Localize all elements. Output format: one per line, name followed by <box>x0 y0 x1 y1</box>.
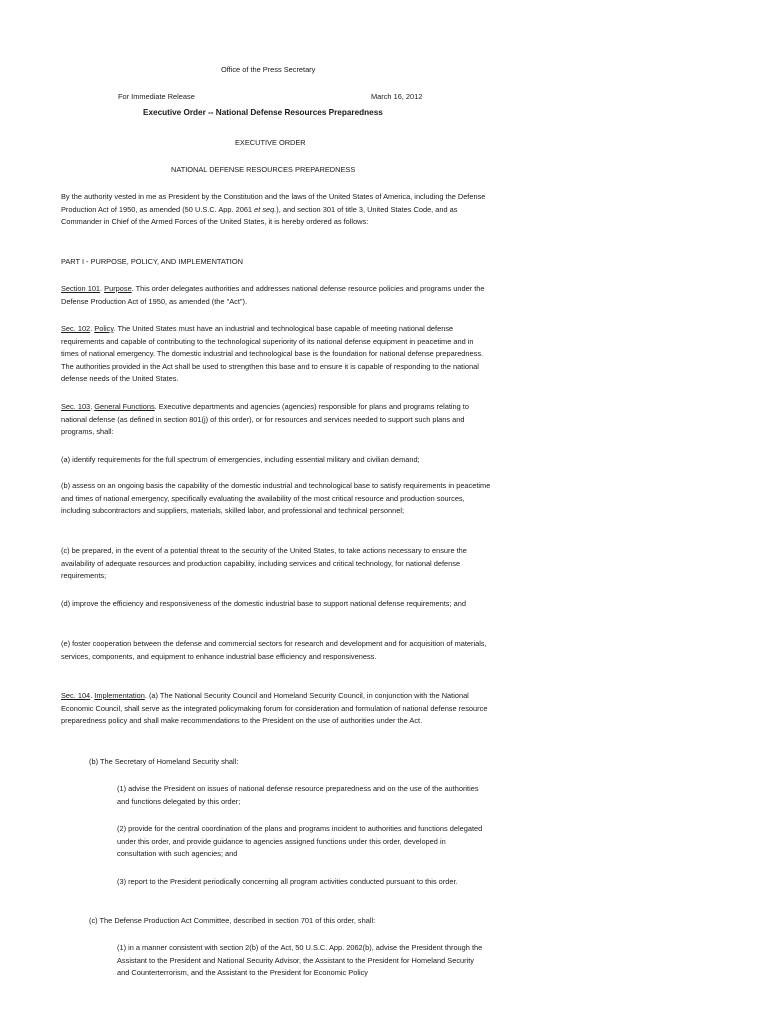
eo-heading: EXECUTIVE ORDER <box>235 138 306 147</box>
section-101: Section 101. Purpose. This order delegates authorities and addresses national defense resource policies and programs under the Defense Production Act of 1950, as amended (the "Act"). <box>61 284 485 306</box>
release-line: For Immediate Release <box>118 92 195 101</box>
part1-heading: PART I - PURPOSE, POLICY, AND IMPLEMENTATION <box>61 257 243 266</box>
sec103-item-a: (a) identify requirements for the full spectrum of emergencies, including essential military and civilian demand; <box>61 455 420 464</box>
sec103-item-e: (e) foster cooperation between the defense and commercial sectors for research and development and for acquisition of materials, services, components, and equipment to enhance industrial base efficiency and responsiveness. <box>61 639 487 661</box>
sec104-c: (c) The Defense Production Act Committee, described in section 701 of this order, shall: <box>89 916 376 925</box>
preamble <box>61 191 491 229</box>
sec103-body: Executive departments and agencies (agencies) responsible for plans and programs relating to national defense (as defined in section 801(j) of this order), or for resources and services needed to support such plans and programs, shall: <box>61 402 469 437</box>
sec103-item-d: (d) improve the efficiency and responsiveness of the domestic industrial base to support national defense requirements; and <box>61 599 466 608</box>
sec102-label: Sec. 102 <box>61 324 91 333</box>
sec103-item-c: (c) be prepared, in the event of a potential threat to the security of the United States, to take actions necessary to ensure the availability of adequate resources and production capability, including services and critical technology, for national defense requirements; <box>61 546 467 581</box>
sec101-body: This order delegates authorities and addresses national defense resource policies and programs under the Defense Production Act of 1950, as amended (the "Act"). <box>61 284 485 306</box>
sec104-label: Sec. 104 <box>61 691 91 700</box>
sec101-title: Purpose <box>104 284 132 293</box>
sec104-b: (b) The Secretary of Homeland Security shall: <box>89 757 239 766</box>
sec104-b2: (2) provide for the central coordination of the plans and programs incident to authorities and functions delegated under this order, and provide guidance to agencies assigned functions under this order, developed in consultation with such agencies; and <box>117 824 483 859</box>
sec102-title: Policy <box>94 324 114 333</box>
sec102-body: The United States must have an industrial and technological base capable of meeting national defense requirements and capable of contributing to the technological superiority of its national defense equipment in peacetime and in times of national emergency. The domestic industrial and technological base is the foundation for national defense preparedness. The authorities provided in the Act shall be used to strengthen this base and to ensure it is capable of responding to the national defense needs of the United States. <box>61 324 484 384</box>
sec104-b3: (3) report to the President periodically concerning all program activities conducted pursuant to this order. <box>117 877 458 886</box>
sec104-b1: (1) advise the President on issues of national defense resource preparedness and on the use of the authorities and functions delegated by this order; <box>117 784 479 806</box>
document-title: Executive Order -- National Defense Resources Preparedness <box>143 108 383 117</box>
sec104-title: Implementation <box>94 691 145 700</box>
preamble-text-a: By the authority vested in me as President by the Constitution and the laws of the United States of America, including the Defense Production Act of 1950, as amended (50 U.S.C. App. 2061 <box>61 192 486 214</box>
release-date: March 16, 2012 <box>371 92 423 101</box>
preamble-text-b: ), and section 301 of title 3, United States Code, and as Commander in Chief of the Armed Forces of the United States, it is hereby ordered as follows: <box>61 204 458 227</box>
sec104-body: (a) The National Security Council and Homeland Security Council, in conjunction with the National Economic Council, shall serve as the integrated policymaking forum for consideration and formulation of national defense resource preparedness policy and shall make recommendations to the President on the use of authorities under the Act. <box>61 691 488 726</box>
section-103: Sec. 103. General Functions. Executive departments and agencies (agencies) responsible for plans and programs relating to national defense (as defined in section 801(j) of this order), or for resources and services needed to support such plans and programs, shall: <box>61 402 469 437</box>
sec101-label: Section 101 <box>61 284 101 293</box>
section-104: Sec. 104. Implementation. (a) The National Security Council and Homeland Security Council, in conjunction with the National Economic Council, shall serve as the integrated policymaking forum for consideration and formulation of national defense resource preparedness policy and shall make recommendations to the President on the use of authorities under the Act. <box>61 691 488 726</box>
preamble-italic: et seq. <box>254 204 277 214</box>
sec103-item-b: (b) assess on an ongoing basis the capability of the domestic industrial and technological base to satisfy requirements in peacetime and times of national emergency, specifically evaluating the availability of the most critical resource and production sources, including subcontractors and suppliers, materials, skilled labor, and professional and technical personnel; <box>61 481 491 516</box>
sec103-title: General Functions <box>94 402 155 411</box>
office-line: Office of the Press Secretary <box>221 65 316 74</box>
sec104-c1: (1) in a manner consistent with section 2(b) of the Act, 50 U.S.C. App. 2062(b), advise the President through the Assistant to the President and National Security Advisor, the Assistant to the President for Homeland Security and Counterterrorism, and the Assistant to the President for Economic Policy <box>117 943 483 978</box>
eo-subheading: NATIONAL DEFENSE RESOURCES PREPAREDNESS <box>171 165 356 174</box>
sec103-label: Sec. 103 <box>61 402 91 411</box>
section-102: Sec. 102. Policy. The United States must have an industrial and technological base capable of meeting national defense requirements and capable of contributing to the technological superiority of its national defense equipment in peacetime and in times of national emergency. The domestic industrial and technological base is the foundation for national defense preparedness. The authorities provided in the Act shall be used to strengthen this base and to ensure it is capable of responding to the national defense needs of the United States. <box>61 324 484 384</box>
